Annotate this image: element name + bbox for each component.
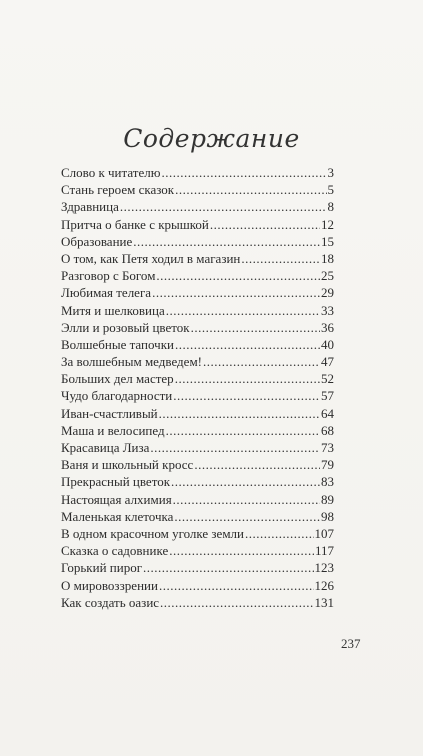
dot-leader [241,250,320,267]
dot-leader [152,284,320,301]
toc-entry-title: Притча о банке с крышкой [61,216,209,232]
toc-entry-page: 5 [327,182,334,198]
dot-leader [173,491,320,508]
toc-entry-page: 33 [321,302,334,318]
table-of-contents [61,164,334,611]
toc-entry [61,181,334,198]
toc-entry-title: О том, как Петя ходил в магазин [61,250,241,266]
dot-leader [159,405,320,422]
toc-entry [61,525,334,542]
toc-entry-title: Любимая телега [61,285,152,301]
toc-entry-page: 64 [321,405,334,421]
toc-entry [61,491,334,508]
toc-entry [61,370,334,387]
toc-entry [61,422,334,439]
toc-entry-page: 29 [321,285,334,301]
toc-entry-title: Больших дел мастер [61,371,174,387]
toc-entry-title: Разговор с Богом [61,268,156,284]
toc-entry [61,508,334,525]
dot-leader [173,387,320,404]
dot-leader [120,198,327,215]
toc-entry [61,198,334,215]
toc-entry [61,336,334,353]
toc-entry-page: 79 [321,457,334,473]
toc-entry-title: Прекрасный цветок [61,474,171,490]
dot-leader [175,336,320,353]
dot-leader [171,473,320,490]
dot-leader [166,302,320,319]
toc-entry-page: 131 [314,594,334,610]
toc-entry [61,164,334,181]
toc-entry-title: Горький пирог [61,560,143,576]
toc-entry-page: 57 [321,388,334,404]
toc-entry-page: 47 [321,354,334,370]
toc-entry-page: 98 [321,508,334,524]
toc-entry-page: 117 [314,543,334,559]
toc-entry [61,353,334,370]
toc-entry-title: Красавица Лиза [61,440,150,455]
toc-entry-page: 89 [321,491,334,507]
dot-leader [159,577,314,594]
toc-entry [61,577,334,594]
toc-entry-page: 126 [314,577,334,593]
toc-entry [61,284,334,301]
toc-entry [61,267,334,284]
toc-entry-title: Митя и шелковица [61,302,165,318]
toc-entry-page: 73 [321,440,334,455]
dot-leader [166,422,320,439]
toc-entry-title: Чудо благодарности [61,388,173,404]
toc-entry-title: Как создать оазис [61,594,160,610]
toc-entry-page: 83 [321,474,334,490]
toc-entry-page: 15 [321,233,334,249]
toc-entry [61,216,334,233]
toc-entry [61,387,334,404]
dot-leader [169,542,314,559]
toc-entry-page: 25 [321,268,334,284]
dot-leader [191,319,320,336]
toc-entry-page: 52 [321,371,334,387]
toc-entry [61,405,334,422]
toc-entry [61,559,334,576]
dot-leader [210,216,320,233]
toc-entry [61,542,334,559]
toc-entry [61,439,334,456]
toc-entry-title: Волшебные тапочки [61,336,174,352]
toc-entry-title: В одном красочном уголке земли [61,525,245,541]
toc-entry-page: 123 [314,560,334,576]
toc-entry-title: Стань героем сказок [61,182,175,198]
toc-entry-page: 40 [321,336,334,352]
toc-entry-title: Элли и розовый цветок [61,319,190,335]
toc-entry-title: Сказка о садовнике [61,543,169,559]
toc-entry-page: 18 [321,250,334,266]
toc-entry-title: Маленькая клеточка [61,508,174,524]
toc-entry [61,456,334,473]
toc-entry [61,319,334,336]
dot-leader [245,525,313,542]
dot-leader [194,456,320,473]
toc-entry-page: 68 [321,422,334,438]
dot-leader [143,559,313,576]
dot-leader [156,267,320,284]
dot-leader [160,594,313,611]
dot-leader [175,370,320,387]
toc-entry-page: 8 [327,199,334,215]
toc-entry-title: Маша и велосипед [61,422,165,438]
toc-entry [61,233,334,250]
page-number: 237 [341,636,361,651]
toc-entry-title: Образование [61,233,133,249]
toc-entry [61,473,334,490]
toc-entry-title: Ваня и школьный кросс [61,457,194,473]
dot-leader [175,181,326,198]
toc-entry [61,250,334,267]
toc-entry [61,302,334,319]
toc-entry [61,594,334,611]
toc-entry-title: О мировоззрении [61,577,158,593]
dot-leader [174,508,320,525]
contents-heading: Содержание [123,124,300,153]
toc-entry-title: Настоящая алхимия [61,491,172,507]
toc-entry-title: За волшебным медведем! [61,354,203,370]
dot-leader [203,353,320,370]
toc-entry-page: 3 [327,165,334,180]
dot-leader [161,164,326,181]
dot-leader [150,439,320,456]
toc-entry-title: Здравница [61,199,119,215]
toc-entry-title: Иван-счастливый [61,405,158,421]
toc-entry-page: 107 [314,525,334,541]
toc-entry-page: 12 [321,216,334,232]
toc-entry-page: 36 [321,319,334,335]
toc-entry-title: Слово к читателю [61,165,161,180]
dot-leader [133,233,320,250]
